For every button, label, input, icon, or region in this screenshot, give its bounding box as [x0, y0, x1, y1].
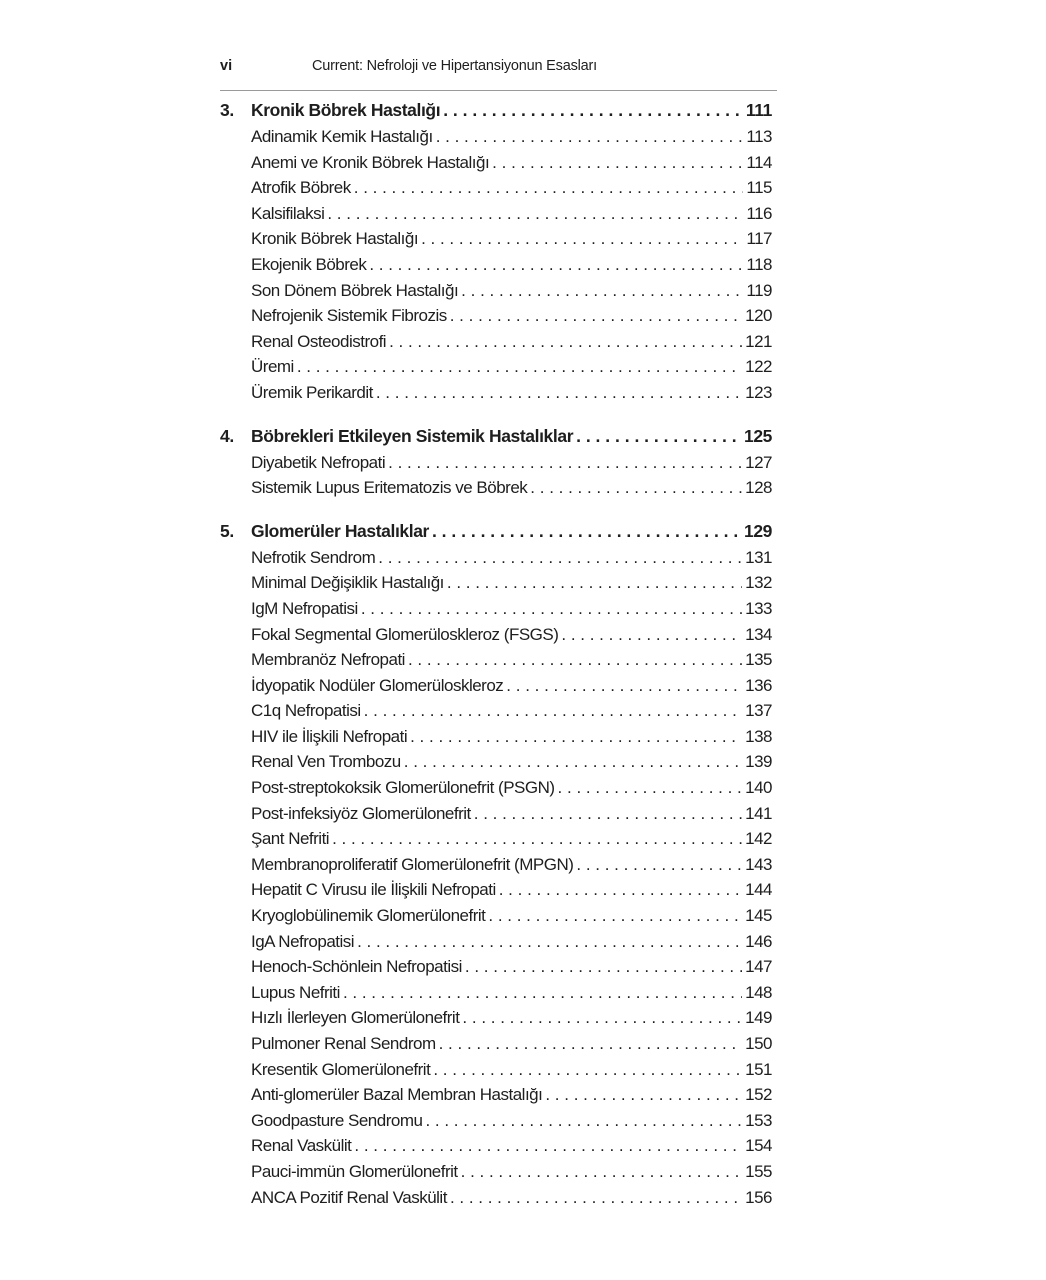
toc-entry-title: Nefrojenik Sistemik Fibrozis: [251, 306, 447, 326]
dot-leader: [443, 97, 743, 124]
chapter-page-number: 129: [744, 520, 772, 541]
toc-entry: [220, 929, 772, 955]
toc-entry-page-number: 128: [745, 478, 772, 498]
toc-entry-page-number: 127: [745, 452, 772, 472]
toc-entry-page-number: 121: [745, 331, 772, 351]
toc-entry-page-number: 114: [746, 152, 772, 172]
chapter-number: 4.: [220, 425, 234, 446]
dot-leader: [408, 647, 742, 673]
toc-entry-page-number: 138: [745, 726, 772, 746]
toc-entry-title: Üremik Perikardit: [251, 382, 373, 402]
toc-entry-title: Henoch-Schönlein Nefropatisi: [251, 957, 462, 977]
toc-entry-title: Renal Ven Trombozu: [251, 752, 401, 772]
dot-leader: [297, 354, 742, 380]
toc-entry: [220, 954, 772, 980]
toc-entry-page-number: 131: [745, 547, 772, 567]
toc-entry: [220, 1082, 772, 1108]
toc-entry-page-number: 118: [746, 254, 772, 274]
dot-leader: [361, 596, 742, 622]
table-of-contents: [220, 97, 772, 1227]
toc-entry: [220, 1005, 772, 1031]
toc-entry-title: Kryoglobülinemik Glomerülonefrit: [251, 906, 486, 926]
toc-entry-page-number: 143: [745, 854, 772, 874]
toc-entry: [220, 724, 772, 750]
toc-entry-page-number: 122: [745, 357, 772, 377]
toc-entry-title: Diyabetik Nefropati: [251, 452, 386, 472]
dot-leader: [343, 980, 742, 1006]
toc-entry-title: Anemi ve Kronik Böbrek Hastalığı: [251, 152, 490, 172]
dot-leader: [404, 749, 742, 775]
toc-entry: [220, 877, 772, 903]
dot-leader: [558, 775, 743, 801]
toc-entry-page-number: 147: [745, 957, 772, 977]
dot-leader: [432, 518, 741, 545]
toc-entry-title: Pulmoner Renal Sendrom: [251, 1034, 436, 1053]
toc-entry: [220, 1108, 772, 1134]
toc-entry: [220, 903, 772, 929]
toc-entry-title: IgA Nefropatisi: [251, 931, 355, 951]
toc-entry-page-number: 144: [745, 880, 772, 900]
dot-leader: [364, 698, 742, 724]
toc-entry: [220, 826, 772, 852]
dot-leader: [576, 423, 741, 450]
toc-entry-title: Minimal Değişiklik Hastalığı: [251, 573, 444, 593]
toc-entry-page-number: 155: [745, 1161, 772, 1181]
toc-entry-page-number: 154: [745, 1136, 772, 1156]
toc-entry-page-number: 150: [745, 1034, 772, 1053]
dot-leader: [354, 175, 744, 201]
toc-entry: [220, 278, 772, 304]
toc-entry-page-number: 137: [745, 701, 772, 721]
page-header: [220, 58, 780, 80]
toc-entry-page-number: 115: [746, 178, 772, 198]
toc-entry-title: Kronik Böbrek Hastalığı: [251, 229, 419, 249]
toc-entry-title: Kalsifilaksi: [251, 203, 325, 223]
toc-entry-title: Adinamik Kemik Hastalığı: [251, 127, 433, 146]
dot-leader: [327, 201, 743, 227]
toc-entry-title: Anti-glomerüler Bazal Membran Hastalığı: [251, 1085, 543, 1105]
chapter-block: [220, 423, 772, 501]
toc-entry-title: Fokal Segmental Glomerüloskleroz (FSGS): [251, 624, 559, 644]
toc-entry-page-number: 132: [745, 573, 772, 593]
toc-entry-page-number: 117: [746, 229, 772, 249]
dot-leader: [332, 826, 742, 852]
running-title: Current: Nefroloji ve Hipertansiyonun Esasları: [312, 58, 597, 74]
toc-entry-page-number: 120: [745, 306, 772, 326]
chapter-title: Glomerüler Hastalıklar: [251, 520, 429, 541]
dot-leader: [389, 329, 742, 355]
dot-leader: [421, 226, 743, 252]
toc-entry: [220, 175, 772, 201]
dot-leader: [354, 1133, 742, 1159]
toc-entry: [220, 980, 772, 1006]
toc-entry: [220, 450, 772, 476]
toc-entry: [220, 329, 772, 355]
toc-entry-title: Son Dönem Böbrek Hastalığı: [251, 280, 459, 300]
toc-entry-page-number: 142: [745, 829, 772, 849]
dot-leader: [410, 724, 742, 750]
toc-entry: [220, 570, 772, 596]
chapter-number: 3.: [220, 100, 234, 120]
toc-entry-page-number: 139: [745, 752, 772, 772]
toc-entry: [220, 775, 772, 801]
toc-entry-title: Sistemik Lupus Eritematozis ve Böbrek: [251, 478, 528, 498]
dot-leader: [530, 475, 742, 501]
toc-entry-title: Pauci-immün Glomerülonefrit: [251, 1161, 458, 1181]
toc-entry-page-number: 134: [745, 624, 772, 644]
dot-leader: [461, 278, 743, 304]
dot-leader: [492, 150, 743, 176]
toc-entry-title: C1q Nefropatisi: [251, 701, 361, 721]
toc-entry-page-number: 152: [745, 1085, 772, 1105]
dot-leader: [378, 545, 742, 571]
dot-leader: [465, 954, 742, 980]
dot-leader: [461, 1159, 742, 1185]
toc-entry-title: Lupus Nefriti: [251, 982, 340, 1002]
dot-leader: [545, 1082, 742, 1108]
dot-leader: [433, 1057, 742, 1083]
toc-entry: [220, 622, 772, 648]
toc-entry: [220, 252, 772, 278]
toc-entry-page-number: 145: [745, 906, 772, 926]
dot-leader: [474, 801, 742, 827]
toc-entry-title: ANCA Pozitif Renal Vaskülit: [251, 1187, 447, 1207]
toc-entry: [220, 354, 772, 380]
toc-entry-title: Hızlı İlerleyen Glomerülonefrit: [251, 1008, 460, 1028]
toc-entry-page-number: 119: [746, 280, 772, 300]
toc-entry: [220, 596, 772, 622]
dot-leader: [506, 673, 742, 699]
chapter-page-number: 125: [744, 425, 772, 446]
toc-entry: [220, 852, 772, 878]
toc-entry-page-number: 149: [745, 1008, 772, 1028]
toc-entry-page-number: 135: [745, 650, 772, 670]
toc-entry-page-number: 146: [745, 931, 772, 951]
toc-entry: [220, 1057, 772, 1083]
toc-entry-page-number: 116: [746, 203, 772, 223]
toc-entry-title: IgM Nefropatisi: [251, 598, 358, 618]
dot-leader: [450, 303, 742, 329]
chapter-heading: [220, 518, 772, 545]
toc-entry-title: İdyopatik Nodüler Glomerüloskleroz: [251, 675, 504, 695]
toc-entry-page-number: 148: [745, 982, 772, 1002]
dot-leader: [388, 450, 742, 476]
dot-leader: [499, 877, 742, 903]
toc-entry: [220, 1133, 772, 1159]
toc-entry: [220, 545, 772, 571]
toc-entry-page-number: 141: [745, 803, 772, 823]
chapter-heading: [220, 423, 772, 450]
chapter-block: [220, 97, 772, 406]
dot-leader: [369, 252, 743, 278]
dot-leader: [462, 1005, 742, 1031]
dot-leader: [576, 852, 742, 878]
toc-entry-page-number: 123: [745, 382, 772, 402]
toc-entry: [220, 1031, 772, 1057]
toc-entry-title: Membranöz Nefropati: [251, 650, 405, 670]
toc-entry-page-number: 136: [745, 675, 772, 695]
chapter-number: 5.: [220, 520, 234, 541]
toc-entry-title: Post-streptokoksik Glomerülonefrit (PSGN): [251, 778, 555, 798]
dot-leader: [425, 1108, 742, 1134]
page-folio: vi: [220, 58, 233, 74]
toc-entry-title: Post-infeksiyöz Glomerülonefrit: [251, 803, 471, 823]
toc-entry: [220, 201, 772, 227]
toc-entry-page-number: 153: [745, 1110, 772, 1130]
chapter-title: Böbrekleri Etkileyen Sistemik Hastalıklar: [251, 425, 574, 446]
toc-entry-title: Üremi: [251, 357, 294, 377]
toc-entry-title: Goodpasture Sendromu: [251, 1110, 423, 1130]
toc-entry-page-number: 113: [746, 127, 772, 146]
dot-leader: [439, 1031, 743, 1057]
toc-entry-title: Renal Osteodistrofi: [251, 331, 387, 351]
toc-entry: [220, 749, 772, 775]
toc-entry: [220, 303, 772, 329]
toc-entry-title: Renal Vaskülit: [251, 1136, 352, 1156]
chapter-block: [220, 518, 772, 1210]
dot-leader: [376, 380, 742, 406]
toc-entry-title: Atrofik Böbrek: [251, 178, 351, 198]
toc-entry-title: HIV ile İlişkili Nefropati: [251, 726, 408, 746]
toc-entry: [220, 801, 772, 827]
dot-leader: [357, 929, 742, 955]
toc-entry: [220, 647, 772, 673]
chapter-title: Kronik Böbrek Hastalığı: [251, 100, 441, 120]
dot-leader: [436, 124, 744, 150]
toc-entry: [220, 698, 772, 724]
toc-entry: [220, 673, 772, 699]
toc-entry: [220, 380, 772, 406]
toc-entry-page-number: 133: [745, 598, 772, 618]
dot-leader: [450, 1185, 742, 1211]
dot-leader: [561, 622, 742, 648]
toc-entry-page-number: 151: [745, 1059, 772, 1079]
toc-entry-title: Şant Nefriti: [251, 829, 330, 849]
toc-entry: [220, 150, 772, 176]
toc-entry-title: Nefrotik Sendrom: [251, 547, 376, 567]
toc-entry: [220, 475, 772, 501]
chapter-page-number: 111: [745, 100, 772, 120]
chapter-heading: [220, 97, 772, 124]
dot-leader: [488, 903, 742, 929]
toc-entry-page-number: 156: [745, 1187, 772, 1207]
toc-entry-page-number: 140: [745, 778, 772, 798]
toc-entry-title: Ekojenik Böbrek: [251, 254, 367, 274]
toc-entry: [220, 1185, 772, 1211]
toc-entry-title: Membranoproliferatif Glomerülonefrit (MPGN): [251, 854, 574, 874]
toc-entry: [220, 1159, 772, 1185]
toc-entry-title: Kresentik Glomerülonefrit: [251, 1059, 431, 1079]
toc-entry: [220, 226, 772, 252]
toc-entry: [220, 124, 772, 150]
header-divider: [220, 90, 777, 91]
dot-leader: [447, 570, 742, 596]
toc-entry-title: Hepatit C Virusu ile İlişkili Nefropati: [251, 880, 496, 900]
